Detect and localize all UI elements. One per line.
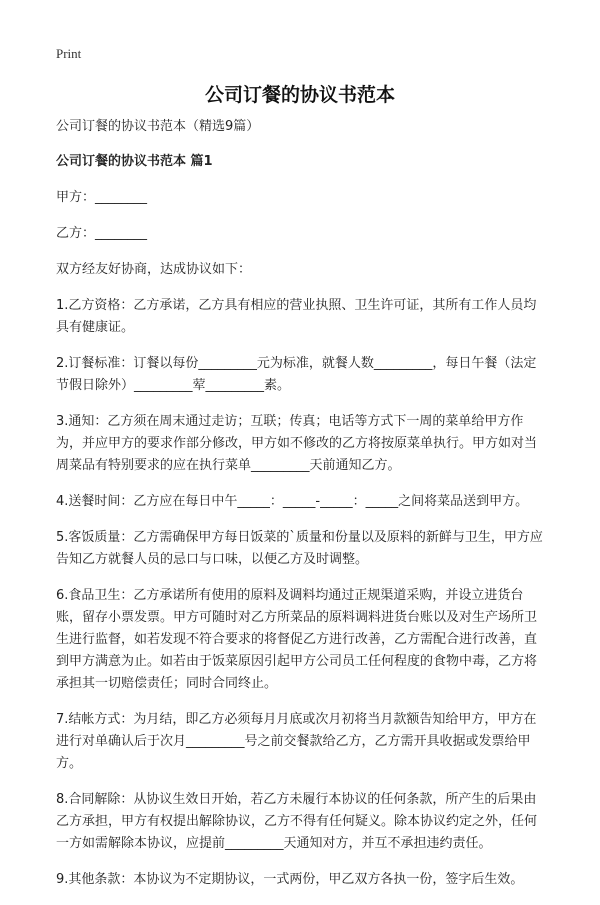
print-label: Print [56,46,82,61]
clause-4: 4.送餐时间：乙方应在每日中午_____：_____-_____：_____之间将菜品送到甲方。 [56,494,529,509]
party-a-line: 甲方：________ [56,190,148,205]
clause-8: 8.合同解除：从协议生效日开始，若乙方未履行本协议的任何条款，所产生的后果由乙方承担，甲方有权提出解除协议，乙方不得有任何疑义。除本协议约定之外，任何一方如需解除本协议，应提前_________天通知对方，并互不承担违约责任。 [56,792,538,851]
party-b-line: 乙方：________ [56,226,148,241]
clause-7: 7.结帐方式：为月结，即乙方必须每月月底或次月初将当月款额告知给甲方，甲方在进行对单确认后于次月_________号之前交餐款给乙方，乙方需开具收据或发票给甲方。 [56,712,537,771]
clause-3: 3.通知：乙方须在周末通过走访；互联；传真；电话等方式下一周的菜单给甲方作为，并应甲方的要求作部分修改，甲方如不修改的乙方将按原菜单执行。甲方如对当周菜品有特别要求的应在执行菜单_________天前通知乙方。 [56,414,538,473]
clause-2: 2.订餐标准：订餐以每份_________元为标准，就餐人数_________，每日午餐（法定节假日除外）_________荤_________素。 [56,356,537,393]
document-body [56,116,548,905]
document-title: 公司订餐的协议书范本 [204,84,395,106]
section-title: 公司订餐的协议书范本 篇1 [56,154,213,169]
document-subtitle: 公司订餐的协议书范本（精选9篇） [56,119,260,134]
clause-9: 9.其他条款：本协议为不定期协议，一式两份，甲乙双方各执一份，签字后生效。 [56,872,524,887]
clause-6: 6.食品卫生：乙方承诺所有使用的原料及调料均通过正规渠道采购，并设立进货台账，留存小票发票。甲方可随时对乙方所菜品的原料调料进货台账以及对生产场所卫生进行监督，如若发现不符合要求的将督促乙方进行改善，乙方需配合进行改善，直到甲方满意为止。如若由于饭菜原因引起甲方公司员工任何程度的食物中毒，乙方将承担其一切赔偿责任；同时合同终止。 [56,588,538,691]
intro-paragraph: 双方经友好协商，达成协议如下： [56,262,252,277]
clause-1: 1.乙方资格：乙方承诺，乙方具有相应的营业执照、卫生许可证，其所有工作人员均具有健康证。 [56,298,537,335]
clause-5: 5.客饭质量：乙方需确保甲方每日饭菜的`质量和份量以及原料的新鲜与卫生，甲方应告知乙方就餐人员的忌口与口味，以便乙方及时调整。 [56,530,543,567]
